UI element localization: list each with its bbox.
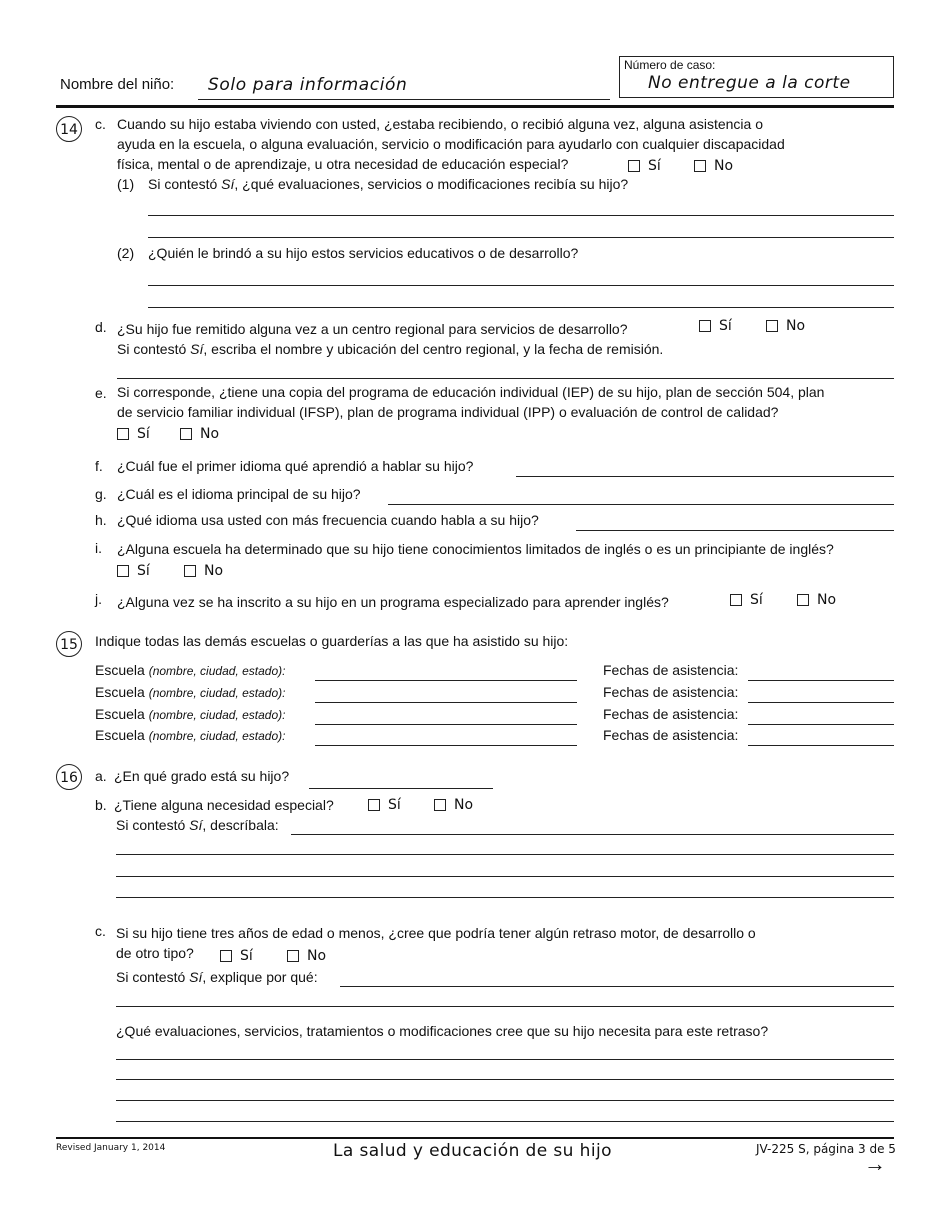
- item-14f-question: ¿Cuál fue el primer idioma qué aprendió a hablar su hijo?: [117, 458, 474, 474]
- case-number-label: Número de caso:: [624, 58, 716, 72]
- item-14c1-number: (1): [117, 176, 135, 192]
- item-14d-followup: Si contestó Sí, escriba el nombre y ubicación del centro regional, y la fecha de remisión.: [117, 341, 664, 357]
- item-14e-yes-checkbox[interactable]: Sí: [117, 426, 150, 442]
- item-14f-answer-line[interactable]: [516, 476, 894, 477]
- item-14c2-answer-line[interactable]: [148, 285, 894, 286]
- school-input-line[interactable]: [315, 680, 577, 681]
- item-14d-letter: d.: [95, 319, 107, 335]
- item-14e-line2: de servicio familiar individual (IFSP), plan de programa individual (IPP) o evaluación de control de calidad?: [117, 404, 779, 420]
- item-14f-letter: f.: [95, 458, 103, 474]
- item-14i-no-checkbox[interactable]: No: [184, 563, 223, 579]
- item-16c-answer-line[interactable]: [340, 986, 894, 987]
- dates-input-line[interactable]: [748, 680, 894, 681]
- item-14h-question: ¿Qué idioma usa usted con más frecuencia cuando habla a su hijo?: [117, 512, 539, 528]
- footer-title: La salud y educación de su hijo: [333, 1141, 612, 1161]
- item-16b-yes-checkbox[interactable]: Sí: [368, 797, 401, 813]
- item-16c-no-checkbox[interactable]: No: [287, 948, 326, 964]
- item-14i-letter: i.: [95, 540, 102, 556]
- dates-input-line[interactable]: [748, 702, 894, 703]
- school-row: Escuela (nombre, ciudad, estado):: [95, 706, 286, 722]
- item-16b-question: ¿Tiene alguna necesidad especial?: [114, 797, 334, 813]
- item-14j-no-checkbox[interactable]: No: [797, 592, 836, 608]
- item-14c2-number: (2): [117, 245, 135, 261]
- next-page-arrow-icon[interactable]: →: [864, 1151, 886, 1176]
- item-16c-question2: ¿Qué evaluaciones, servicios, tratamientos o modificaciones cree que su hijo necesita para este retraso?: [116, 1023, 769, 1039]
- school-input-line[interactable]: [315, 724, 577, 725]
- item-14c-letter: c.: [95, 116, 106, 132]
- dates-input-line[interactable]: [748, 724, 894, 725]
- item-16c-answer2-line[interactable]: [116, 1100, 894, 1101]
- child-name-label: Nombre del niño:: [60, 76, 175, 93]
- item-14c-no-checkbox[interactable]: No: [694, 158, 733, 174]
- item-14e-letter: e.: [95, 385, 107, 401]
- dates-label: Fechas de asistencia:: [603, 727, 739, 743]
- item-16b-no-checkbox[interactable]: No: [434, 797, 473, 813]
- item-16c-answer2-line[interactable]: [116, 1079, 894, 1080]
- item-14d-no-checkbox[interactable]: No: [766, 318, 805, 334]
- item-14c-line3: física, mental o de aprendizaje, u otra necesidad de educación especial?: [117, 156, 569, 172]
- revised-date: Revised January 1, 2014: [56, 1143, 166, 1153]
- item-16c-line2: de otro tipo?: [116, 945, 194, 961]
- item-16a-letter: a.: [95, 768, 107, 784]
- item-14c2-answer-line[interactable]: [148, 307, 894, 308]
- item-14d-question: ¿Su hijo fue remitido alguna vez a un centro regional para servicios de desarrollo?: [117, 321, 628, 337]
- item-14g-letter: g.: [95, 486, 107, 502]
- item-14e-line1: Si corresponde, ¿tiene una copia del programa de educación individual (IEP) de su hijo, plan de sección 504, plan: [117, 384, 825, 400]
- item-14d-answer-line[interactable]: [117, 378, 894, 379]
- item-16c-yes-checkbox[interactable]: Sí: [220, 948, 253, 964]
- child-name-line: [198, 99, 610, 100]
- dates-input-line[interactable]: [748, 745, 894, 746]
- item-14c-yes-checkbox[interactable]: Sí: [628, 158, 661, 174]
- school-row: Escuela (nombre, ciudad, estado):: [95, 684, 286, 700]
- item-14c1-question: Si contestó Sí, ¿qué evaluaciones, servicios o modificaciones recibía su hijo?: [148, 176, 629, 192]
- item-16c-followup: Si contestó Sí, explique por qué:: [116, 969, 318, 985]
- item-16a-answer-line[interactable]: [309, 788, 493, 789]
- item-14c1-answer-line[interactable]: [148, 237, 894, 238]
- item-16a-question: ¿En qué grado está su hijo?: [114, 768, 290, 784]
- item-16c-answer2-line[interactable]: [116, 1121, 894, 1122]
- item-16b-answer-line[interactable]: [116, 854, 894, 855]
- item-14i-yes-checkbox[interactable]: Sí: [117, 563, 150, 579]
- form-id: JV-225 S, página 3 de 5: [756, 1142, 896, 1156]
- case-number-box[interactable]: [619, 56, 894, 98]
- item-16c-answer-line[interactable]: [116, 1006, 894, 1007]
- item-14c-line2: ayuda en la escuela, o alguna evaluación, servicio o modificación para ayudarlo con cualquier discapacidad: [117, 136, 785, 152]
- item-16b-letter: b.: [95, 797, 107, 813]
- item-14i-question: ¿Alguna escuela ha determinado que su hijo tiene conocimientos limitados de inglés o es un principiante de inglés?: [117, 541, 834, 557]
- item-14h-answer-line[interactable]: [576, 530, 894, 531]
- item-14j-yes-checkbox[interactable]: Sí: [730, 592, 763, 608]
- item-14j-question: ¿Alguna vez se ha inscrito a su hijo en un programa especializado para aprender inglés?: [117, 594, 669, 610]
- dates-label: Fechas de asistencia:: [603, 662, 739, 678]
- item-14e-no-checkbox[interactable]: No: [180, 426, 219, 442]
- school-row: Escuela (nombre, ciudad, estado):: [95, 727, 286, 743]
- school-input-line[interactable]: [315, 745, 577, 746]
- item-16c-letter: c.: [95, 923, 106, 939]
- dates-label: Fechas de asistencia:: [603, 706, 739, 722]
- item-14g-answer-line[interactable]: [388, 504, 894, 505]
- item-14c2-question: ¿Quién le brindó a su hijo estos servicios educativos o de desarrollo?: [148, 245, 579, 261]
- item-15-number: 15: [56, 631, 82, 657]
- item-14-number: 14: [56, 116, 82, 142]
- item-16-number: 16: [56, 764, 82, 790]
- footer-rule: [56, 1137, 894, 1139]
- item-16b-answer-line[interactable]: [116, 876, 894, 877]
- item-14c-line1: Cuando su hijo estaba viviendo con usted, ¿estaba recibiendo, o recibió alguna vez, alguna asistencia o: [117, 116, 763, 132]
- item-16b-answer-line[interactable]: [291, 834, 894, 835]
- item-16b-answer-line[interactable]: [116, 897, 894, 898]
- item-16c-answer2-line[interactable]: [116, 1059, 894, 1060]
- case-number-value: No entregue a la corte: [648, 73, 851, 93]
- item-14j-letter: j.: [95, 591, 102, 607]
- dates-label: Fechas de asistencia:: [603, 684, 739, 700]
- item-14g-question: ¿Cuál es el idioma principal de su hijo?: [117, 486, 361, 502]
- header-rule: [56, 105, 894, 108]
- item-16b-followup: Si contestó Sí, descríbala:: [116, 817, 279, 833]
- child-name-value[interactable]: Solo para información: [208, 75, 408, 95]
- item-14c1-answer-line[interactable]: [148, 215, 894, 216]
- school-row: Escuela (nombre, ciudad, estado):: [95, 662, 286, 678]
- item-14h-letter: h.: [95, 512, 107, 528]
- school-input-line[interactable]: [315, 702, 577, 703]
- item-16c-line1: Si su hijo tiene tres años de edad o menos, ¿cree que podría tener algún retraso motor, de desarrollo o: [116, 925, 756, 941]
- item-14d-yes-checkbox[interactable]: Sí: [699, 318, 732, 334]
- item-15-intro: Indique todas las demás escuelas o guarderías a las que ha asistido su hijo:: [95, 633, 569, 649]
